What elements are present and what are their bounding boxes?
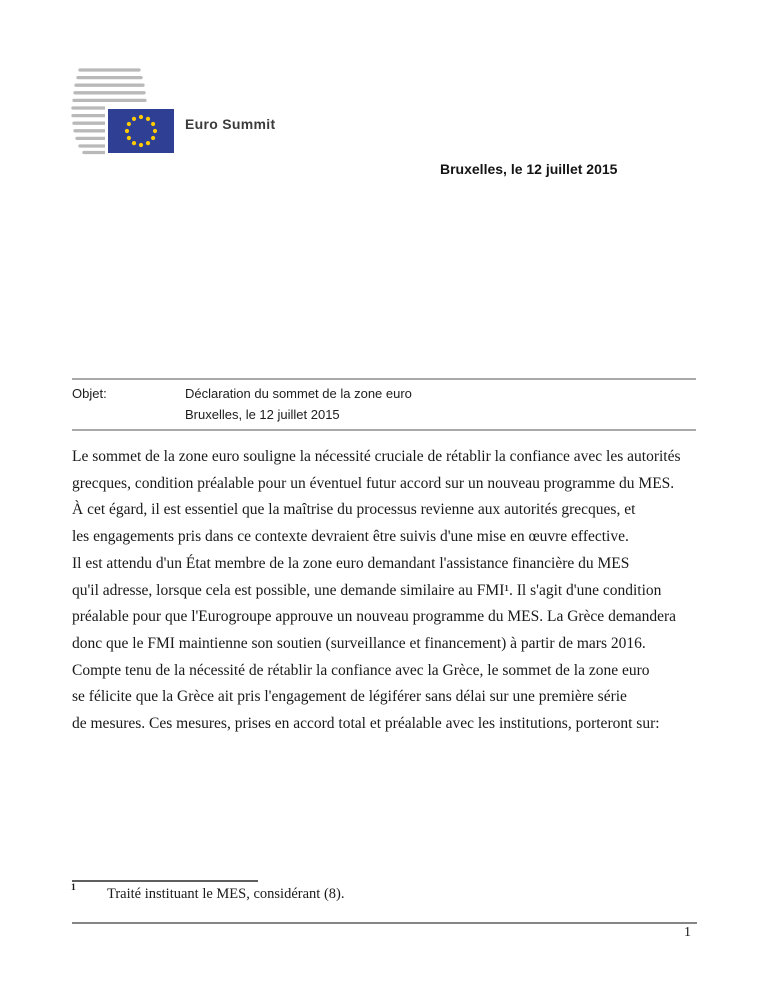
text-line: Il est attendu d'un État membre de la zone euro demandant l'assistance financière du MES [72, 554, 630, 572]
body-paragraph [72, 658, 712, 738]
text-line: de mesures. Ces mesures, prises en accord total et préalable avec les institutions, porteront sur: [72, 715, 660, 733]
subject-title: Déclaration du sommet de la zone euro [185, 386, 412, 401]
body-paragraph [72, 551, 712, 658]
subject-date: Bruxelles, le 12 juillet 2015 [185, 407, 340, 422]
text-line: Le sommet de la zone euro souligne la nécessité cruciale de rétablir la confiance avec les autorités [72, 448, 681, 465]
body-paragraph [72, 444, 712, 551]
subject-rule-bottom [72, 429, 696, 431]
text-line: À cet égard, il est essentiel que la maîtrise du processus revienne aux autorités grecques, et [72, 501, 636, 519]
text-line: Compte tenu de la nécessité de rétablir la confiance avec la Grèce, le sommet de la zone euro [72, 661, 650, 679]
footer-rule [72, 922, 697, 924]
text-line: se félicite que la Grèce ait pris l'engagement de légiférer sans délai sur une première série [72, 688, 627, 706]
text-line: les engagements pris dans ce contexte devraient être suivis d'une mise en œuvre effective. [72, 528, 629, 546]
document-body [72, 444, 712, 738]
subject-rule-top [72, 378, 696, 380]
page-number: 1 [684, 925, 691, 940]
council-logo [70, 68, 176, 156]
footnote-marker: 1 [71, 883, 76, 893]
text-line: préalable pour que l'Eurogroupe approuve un nouveau programme du MES. La Grèce demandera [72, 608, 677, 626]
subject-label: Objet: [72, 386, 107, 401]
footnote-separator [72, 880, 258, 882]
org-title: Euro Summit [185, 116, 276, 132]
text-line: grecques, condition préalable pour un éventuel futur accord sur un nouveau programme du MES. [72, 474, 675, 492]
footnote-text: Traité instituant le MES, considérant (8). [107, 886, 345, 902]
text-line: donc que le FMI maintienne son soutien (surveillance et financement) à partir de mars 2016. [72, 634, 646, 652]
text-line: qu'il adresse, lorsque cela est possible, une demande similaire au FMI¹. Il s'agit d'une condition [72, 581, 662, 599]
dateline: Bruxelles, le 12 juillet 2015 [440, 161, 618, 177]
